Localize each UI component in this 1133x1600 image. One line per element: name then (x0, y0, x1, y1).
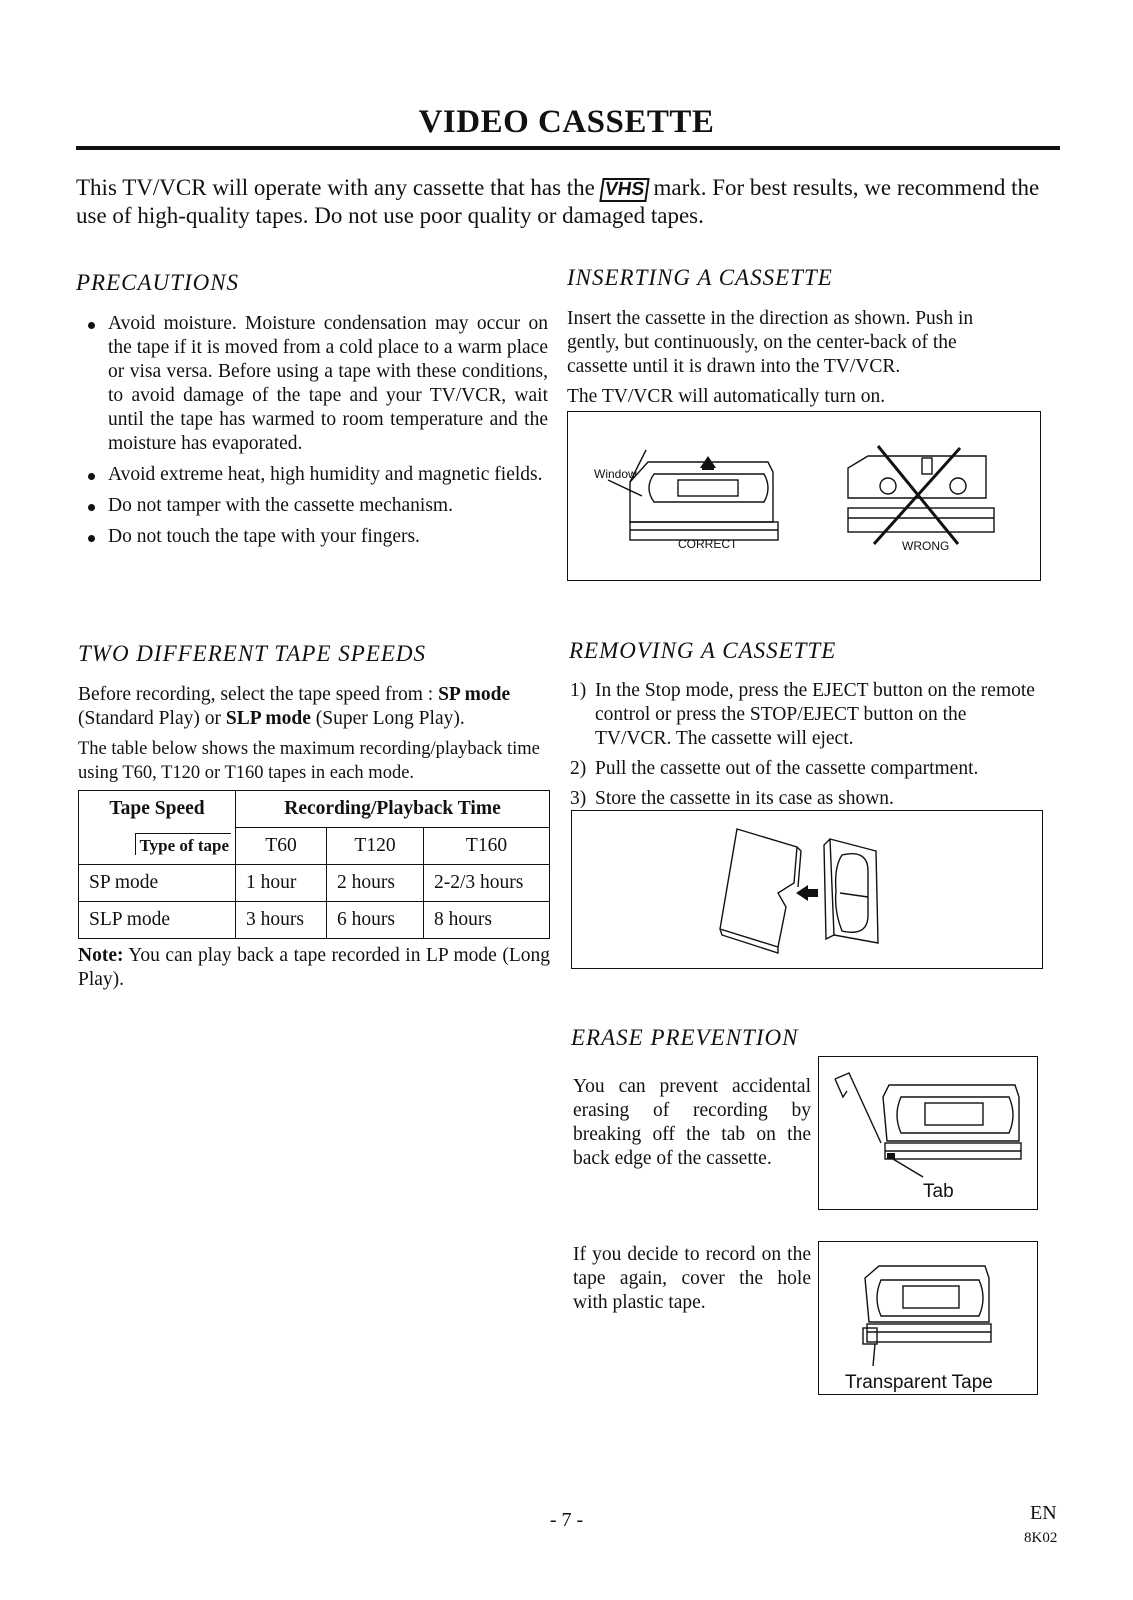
inserting-heading: INSERTING A CASSETTE (567, 265, 833, 290)
inserting-paragraph-1: Insert the cassette in the direction as shown. Push in gently, but continuously, on the center-back of the cassette until it is drawn into the TV/VCR. (567, 308, 974, 377)
inserting-figure (567, 411, 1041, 581)
wrong-label: WRONG (902, 539, 950, 553)
tape-speeds-note: Note: You can play back a tape recorded in LP mode (Long Play). (78, 945, 550, 990)
correct-label: CORRECT (678, 537, 738, 551)
tape-speeds-heading: TWO DIFFERENT TAPE SPEEDS (78, 641, 427, 666)
tape-cover-illustration (819, 1242, 1037, 1394)
page-number: - 7 - (549, 1509, 584, 1531)
type-of-tape-label: Type of tape (79, 828, 236, 865)
model-code: 8K02 (1024, 1530, 1058, 1546)
vhs-logo: VHS (599, 178, 649, 202)
erase-paragraph-2: If you decide to record on the tape again, cover the hole with plastic tape. (573, 1244, 811, 1313)
removing-heading: REMOVING A CASSETTE (569, 638, 837, 663)
erase-heading: ERASE PREVENTION (571, 1025, 799, 1050)
precautions-list (82, 312, 548, 556)
table-cell: 2 hours (327, 865, 424, 902)
time-header: Recording/Playback Time (236, 791, 550, 828)
removing-steps (570, 679, 1042, 817)
inserting-paragraph-2: The TV/VCR will automatically turn on. (567, 386, 886, 407)
tab-break-illustration (819, 1057, 1037, 1209)
erase-tab-figure (818, 1056, 1038, 1210)
table-cell: 1 hour (236, 865, 327, 902)
table-cell: 3 hours (236, 902, 327, 939)
table-cell: 2-2/3 hours (424, 865, 550, 902)
table-row (79, 902, 550, 939)
table-cell: SLP mode (79, 902, 236, 939)
tape-speeds-text (78, 683, 550, 785)
bullet-icon (88, 535, 95, 542)
intro-paragraph (76, 174, 1066, 230)
intro-text-start: This TV/VCR will operate with any cassette that has the (76, 175, 595, 200)
table-cell: 6 hours (327, 902, 424, 939)
title-rule (76, 146, 1060, 150)
window-label: Window (594, 467, 637, 481)
removing-figure (571, 810, 1043, 969)
list-item: 3) Store the cassette in its case as shown. (570, 788, 894, 809)
transparent-tape-label: Transparent Tape (845, 1372, 993, 1393)
tape-speed-header: Tape Speed (79, 791, 236, 828)
table-cell: SP mode (79, 865, 236, 902)
tape-speeds-paragraph-1: Before recording, select the tape speed from : SP mode (Standard Play) or SLP mode (Super Long Play). (78, 684, 511, 729)
intro-text-end: mark. For best results, we recommend the use of high-quality tapes. Do not use poor quality or damaged tapes. (76, 175, 1040, 228)
cassette-case-illustration (572, 811, 1042, 968)
table-header-cell: T160 (424, 828, 550, 865)
precautions-heading: PRECAUTIONS (76, 270, 240, 295)
language-code: EN (1030, 1502, 1057, 1524)
bullet-icon (88, 322, 95, 329)
list-item: Avoid extreme heat, high humidity and magnetic fields. (82, 463, 548, 487)
tab-label: Tab (923, 1181, 954, 1202)
cassette-insert-illustration (568, 412, 1040, 580)
list-item: Do not touch the tape with your fingers. (82, 525, 548, 549)
list-item: 1) In the Stop mode, press the EJECT button on the remote control or press the STOP/EJECT button on the TV/VCR. The cassette will eject. (570, 680, 1035, 749)
list-item: 2) Pull the cassette out of the cassette compartment. (570, 758, 979, 779)
inserting-text (567, 307, 1013, 409)
erase-paragraph-1: You can prevent accidental erasing of recording by breaking off the tab on the back edge of the cassette. (573, 1076, 811, 1169)
table-row (79, 828, 550, 865)
list-item: Avoid moisture. Moisture condensation may occur on the tape if it is moved from a cold place to a warm place or visa versa. Before using a tape with these conditions, to avoid damage of the tape and your TV/VCR, wait until the tape has warmed to room temperature and the moisture has evaporated. (82, 312, 548, 456)
tape-speed-table (78, 790, 550, 939)
list-item: Do not tamper with the cassette mechanism. (82, 494, 548, 518)
page-title: VIDEO CASSETTE (418, 104, 715, 140)
table-cell: 8 hours (424, 902, 550, 939)
table-row (79, 791, 550, 828)
bullet-icon (88, 473, 95, 480)
table-header-cell: T60 (236, 828, 327, 865)
table-row (79, 865, 550, 902)
tape-speeds-paragraph-2: The table below shows the maximum recording/playback time using T60, T120 or T160 tapes in each mode. (78, 739, 540, 783)
transparent-tape-figure (818, 1241, 1038, 1395)
bullet-icon (88, 504, 95, 511)
table-header-cell: T120 (327, 828, 424, 865)
